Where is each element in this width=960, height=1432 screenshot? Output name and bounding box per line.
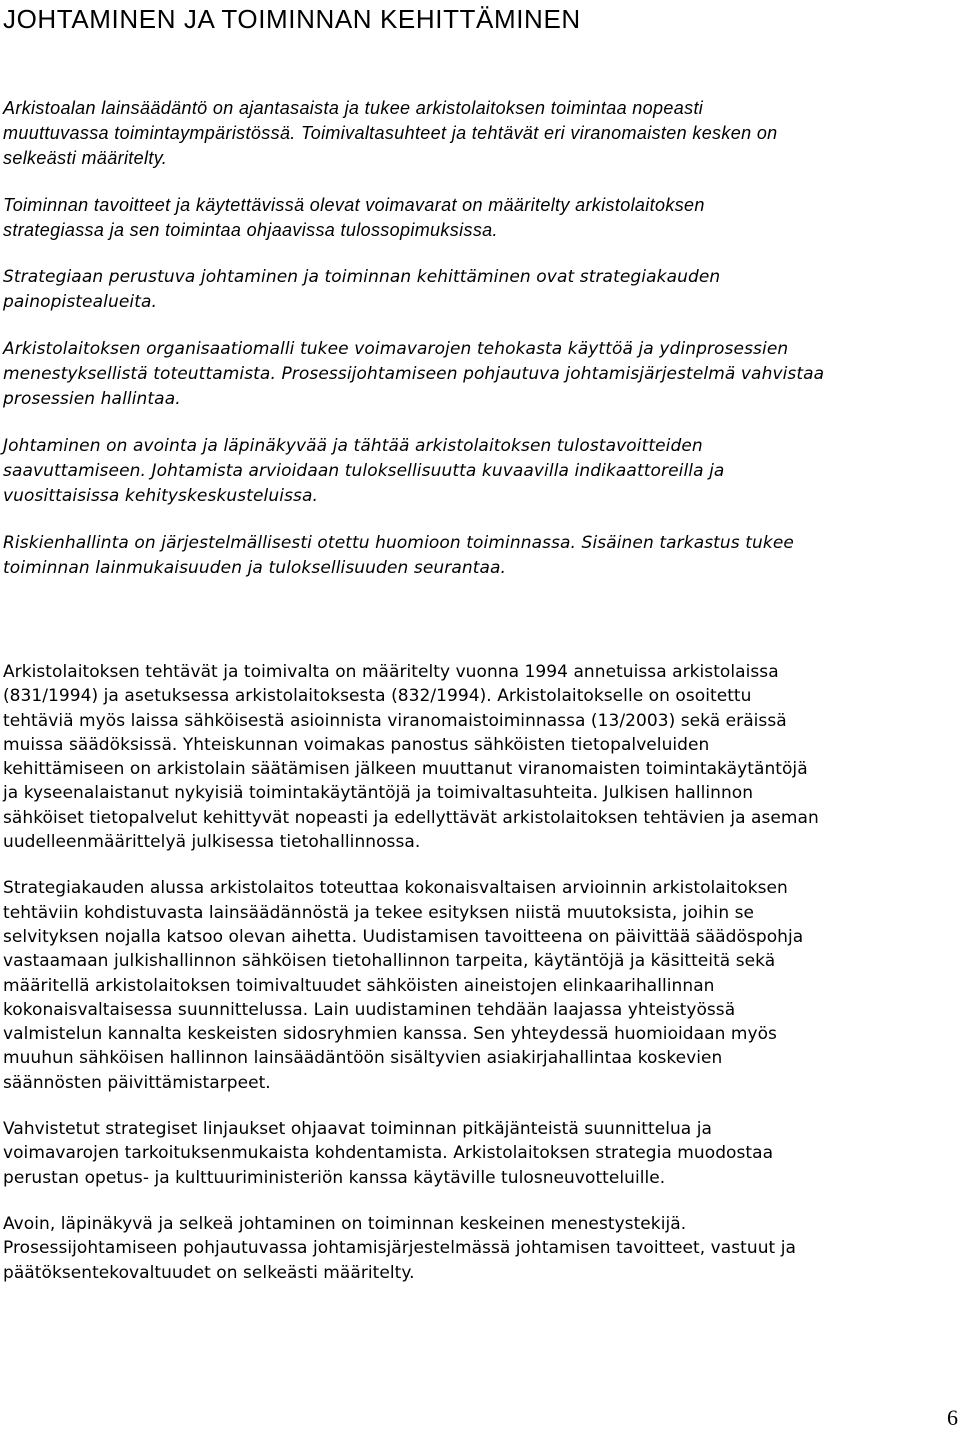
goal-statement-priorities: Strategiaan perustuva johtaminen ja toiminnan kehittäminen ovat strategiakauden painopistealueita.: [3, 267, 721, 312]
body-text: [3, 660, 958, 1307]
goal-statement-risk-management: Riskienhallinta on järjestelmällisesti otettu huomioon toiminnassa. Sisäinen tarkastus tukee toiminnan lainmukaisuuden ja tuloksellisuuden seurantaa.: [3, 533, 794, 578]
paragraph-duties: Arkistolaitoksen tehtävät ja toimivalta on määritelty vuonna 1994 annetuissa arkistolaissa (831/1994) ja asetuksessa arkistolaitoksesta (832/1994). Arkistolaitokselle on osoitettu tehtäviä myös laissa sähköisestä asioinnista viranomaistoiminnassa (13/2003) sekä eräissä muissa säädöksissä. Yhteiskunnan voimakas panostus sähköisten tietopalveluiden kehittämiseen on arkistolain säätämisen jälkeen muuttanut viranomaisten toimintakäytäntöjä ja kyseenalaistanut nykyisiä toimintakäytäntöjä ja toimivaltasuhteita. Julkisen hallinnon sähköiset tietopalvelut kehittyvät nopeasti ja edellyttävät arkistolaitoksen tehtävien ja aseman uudelleenmäärittelyä julkisessa tietohallinnossa.: [3, 662, 819, 853]
paragraph-legislation-review: Strategiakauden alussa arkistolaitos toteuttaa kokonaisvaltaisen arvioinnin arkistolaitoksen tehtäviin kohdistuvasta lainsäädännöstä ja tekee esityksen niistä muutoksista, joihin se selvityksen nojalla katsoo olevan aihetta. Uudistamisen tavoitteena on päivittää säädöspohja vastaamaan julkishallinnon sähköisen tietohallinnon tarpeita, käytäntöjä ja käsitteitä sekä määritellä arkistolaitoksen toimivaltuudet sähköisten aineistojen elinkaarihallinnan kokonaisvaltaisessa suunnittelussa. Lain uudistaminen tehdään laajassa yhteistyössä valmistelun kannalta keskeisten sidosryhmien kanssa. Sen yhteydessä huomioidaan myös muuhun sähköisen hallinnon lainsäädäntöön sisältyvien asiakirjahallintaa koskevien säännösten päivittämistarpeet.: [3, 878, 804, 1093]
paragraph-management: Avoin, läpinäkyvä ja selkeä johtaminen on toiminnan keskeinen menestystekijä. Prosessijohtamiseen pohjautuvassa johtamisjärjestelmässä johtamisen tavoitteet, vastuut ja päätöksentekovaltuudet on selkeästi määritelty.: [3, 1213, 796, 1283]
goal-statement-organisation: Arkistolaitoksen organisaatiomalli tukee voimavarojen tehokasta käyttöä ja ydinprosessien menestyksellistä toteuttamista. Prosessijohtamiseen pohjautuva johtamisjärjestelmä vahvistaa prosessien hallintaa.: [3, 339, 825, 409]
goal-statement-legislation: Arkistoalan lainsäädäntö on ajantasaista ja tukee arkistolaitoksen toimintaa nopeasti muuttuvassa toimintaympäristössä. Toimivaltasuhteet ja tehtävät eri viranomaisten kesken on selkeästi määritelty.: [3, 98, 778, 168]
page-number: 6: [947, 1405, 958, 1430]
paragraph-strategic-planning: Vahvistetut strategiset linjaukset ohjaavat toiminnan pitkäjänteistä suunnittelua ja voimavarojen tarkoituksenmukaista kohdentamista. Arkistolaitoksen strategia muodostaa perustan opetus- ja kulttuuriministeriön kanssa käytäville tulosneuvotteluille.: [3, 1119, 774, 1188]
page-title: JOHTAMINEN JA TOIMINNAN KEHITTÄMINEN: [3, 4, 581, 34]
goal-statement-strategy: Toiminnan tavoitteet ja käytettävissä olevat voimavarat on määritelty arkistolaitoksen strategiassa ja sen toimintaa ohjaavissa tulossopimuksissa.: [3, 195, 705, 240]
goal-statement-leadership: Johtaminen on avointa ja läpinäkyvää ja tähtää arkistolaitoksen tulostavoitteiden saavuttamiseen. Johtamista arvioidaan tuloksellisuutta kuvaavilla indikaattoreilla ja vuosittaisissa kehityskeskusteluissa.: [3, 436, 725, 506]
goal-statements: [3, 96, 953, 603]
